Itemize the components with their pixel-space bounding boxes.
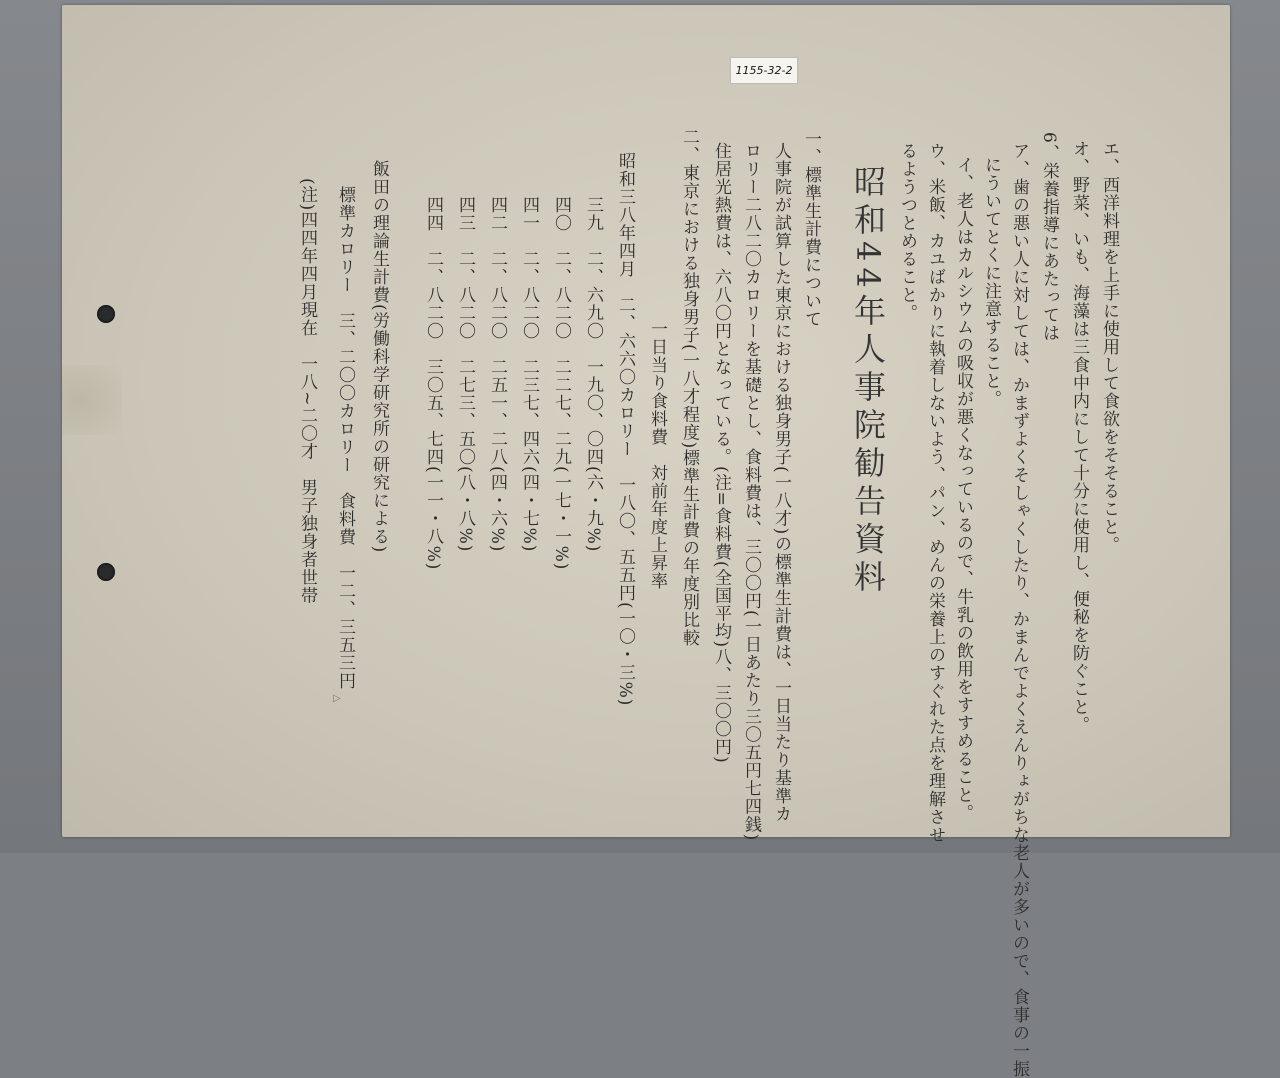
table-row: 三九 二、六九〇 一九〇、〇四(六・九%) <box>583 196 603 553</box>
text-column: イ、老人はカルシウムの吸収が悪くなっているので、牛乳の飲用をすすめること。 <box>953 156 973 822</box>
text-column: オ、野菜、いも、海藻は三食中内にして十分に使用し、便秘を防ぐこと。 <box>1069 140 1089 734</box>
document-title: 昭和44年人事院勧告資料 <box>849 165 887 598</box>
text-column: エ、西洋料理を上手に使用して食欲をそそること。 <box>1099 140 1119 554</box>
text-column: 住居光熱費は、六八〇円となっている。(注=食料費(全国平均)八、三〇〇円) <box>711 142 731 764</box>
document-sheet <box>62 5 1230 837</box>
text-column: ウ、米飯、カユばかりに執着しないよう、パン、めんの栄養上のすぐれた点を理解させ <box>925 142 945 844</box>
table-row: 四〇 二、八二〇 二二七、二九(一七・一%) <box>551 196 571 571</box>
table-row: 四三 二、八二〇 二七三、五〇(八・八%) <box>455 196 475 553</box>
footnote: (注)四四年四月現在 一八~二〇才 男子独身者世帯 <box>297 178 317 605</box>
text-column: るようつとめること。 <box>897 142 917 322</box>
table-row: 四一 二、八二〇 二三七、四六(四・七%) <box>519 196 539 553</box>
text-column: にういてとくに注意すること。 <box>981 156 1001 408</box>
punch-hole <box>97 305 115 323</box>
punch-hole <box>97 563 115 581</box>
paper-fold <box>62 365 122 435</box>
text-column: 標準カロリー 三、二〇〇カロリー 食料費 一二、三五三円 <box>335 186 355 690</box>
table-row: 四二 二、八二〇 二五一、二八(四・六%) <box>487 196 507 553</box>
pencil-mark: ▷ <box>333 693 341 704</box>
text-column: 6、栄養指導にあたっては <box>1039 132 1059 342</box>
archive-label-tag: 1155-32-2 <box>730 57 798 84</box>
section-heading: 二、東京における独身男子(一八才程度)標準生計費の年度別比較 <box>679 128 699 648</box>
table-row: 四四 二、八二〇 三〇五、七四(一一・八%) <box>423 196 443 571</box>
table-row: 昭和三八年四月 二、六六〇カロリー 一八〇、五五円(一〇・三%) <box>615 152 635 707</box>
table-header: 一日当り食料費 対前年度上昇率 <box>647 320 667 590</box>
section-heading: 一、標準生計費について <box>801 130 821 328</box>
text-column: 人事院が試算した東京における独身男子(一八才)の標準生計費は、一日当たり基準カ <box>771 142 791 824</box>
text-column: ロリー二八二〇カロリーを基礎とし、食料費は、三〇〇円(一日あたり三〇五円七四銭) <box>741 142 761 842</box>
section-heading: 飯田の理論生計費(労働科学研究所の研究による) <box>369 160 389 554</box>
text-column: ア、歯の悪い人に対しては、かまずよくそしゃくしたり、かまんでよくえんりょがちな老人が多いので、食事の一振 <box>1009 142 1029 1078</box>
